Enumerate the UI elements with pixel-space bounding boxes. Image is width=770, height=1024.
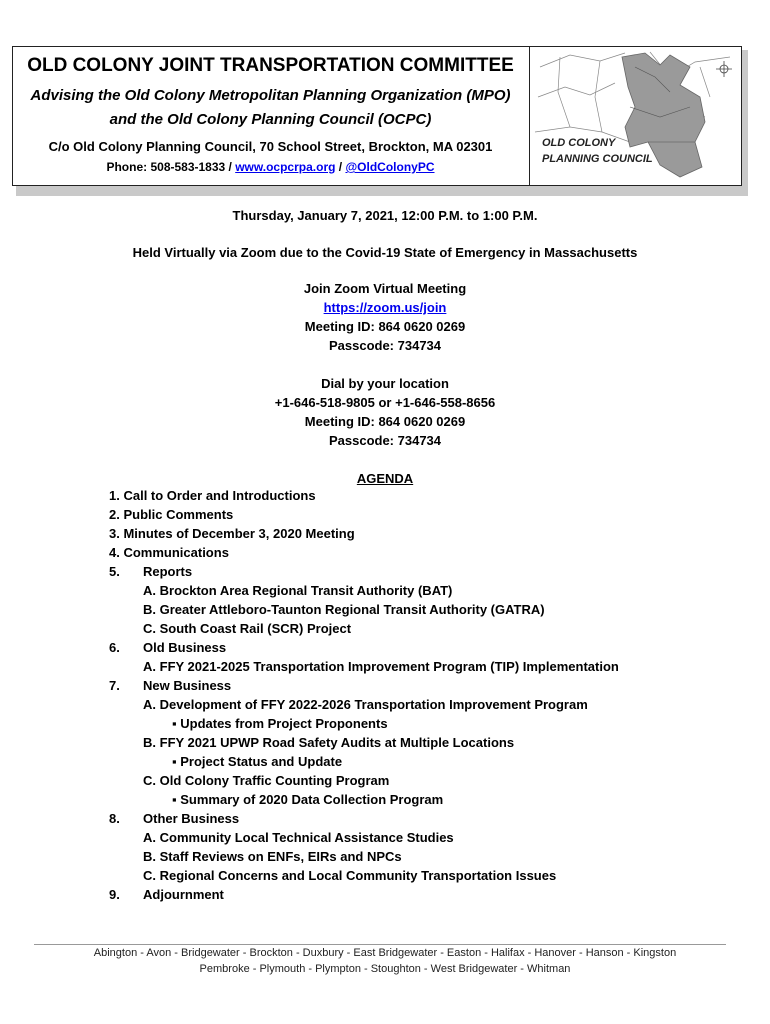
item-text: Community Local Technical Assistance Studies [159, 830, 454, 845]
item-number: 1. [109, 488, 120, 503]
item-letter: A. [143, 659, 156, 674]
meeting-venue: Held Virtually via Zoom due to the Covid-19 State of Emergency in Massachusetts [132, 245, 638, 260]
passcode-dial: Passcode: 734734 [328, 433, 442, 448]
item-number: 3. [109, 526, 120, 541]
agenda-item [109, 640, 226, 655]
item-text: Communications [123, 545, 229, 560]
item-text: Updates from Project Proponents [180, 716, 388, 731]
letterhead [12, 46, 742, 186]
subtitle-ocpc: and the Old Colony Planning Council (OCPC) [109, 111, 432, 128]
agenda-item [109, 545, 229, 560]
separator: / [335, 160, 346, 174]
agenda-item [109, 488, 316, 503]
agenda-subitem [143, 735, 514, 750]
item-text: Public Comments [123, 507, 234, 522]
item-text: Staff Reviews on ENFs, EIRs and NPCs [159, 849, 402, 864]
bullet-icon: ▪ [172, 792, 177, 807]
item-text: Adjournment [143, 887, 224, 902]
item-text: Old Colony Traffic Counting Program [159, 773, 390, 788]
footer-towns-line2: Pembroke - Plymouth - Plympton - Stoughton - West Bridgewater - Whitman [199, 963, 571, 975]
bullet-icon: ▪ [172, 716, 177, 731]
agenda-item [109, 507, 233, 522]
item-number: 2. [109, 507, 120, 522]
item-number: 5. [109, 564, 120, 579]
agenda-subitem [143, 659, 619, 674]
agenda-heading: AGENDA [356, 471, 414, 486]
meeting-id: Meeting ID: 864 0620 0269 [304, 319, 466, 334]
footer-towns-line1: Abington - Avon - Bridgewater - Brockton - Duxbury - East Bridgewater - Easton - Halifax - Hanover - Hanson - Kingston [93, 947, 677, 959]
item-text: Other Business [143, 811, 240, 826]
item-letter: B. [143, 602, 156, 617]
agenda-subitem [143, 830, 454, 845]
agenda-item [109, 564, 192, 579]
item-letter: C. [143, 868, 156, 883]
address: C/o Old Colony Planning Council, 70 School Street, Brockton, MA 02301 [48, 139, 493, 154]
item-text: Regional Concerns and Local Community Transportation Issues [159, 868, 557, 883]
item-text: FFY 2021-2025 Transportation Improvement Program (TIP) Implementation [159, 659, 619, 674]
item-number: 6. [109, 640, 120, 655]
ocpc-region-map-logo [529, 47, 742, 185]
item-text: Brockton Area Regional Transit Authority (BAT) [159, 583, 453, 598]
item-letter: C. [143, 621, 156, 636]
item-text: Reports [143, 564, 193, 579]
contact-line [13, 160, 528, 174]
zoom-heading: Join Zoom Virtual Meeting [303, 281, 467, 296]
phone: Phone: 508-583-1833 / [106, 160, 236, 174]
bullet-icon: ▪ [172, 754, 177, 769]
agenda-item [109, 811, 239, 826]
item-number: 7. [109, 678, 120, 693]
agenda-subitem [143, 868, 556, 883]
item-text: Summary of 2020 Data Collection Program [180, 792, 444, 807]
item-text: Minutes of December 3, 2020 Meeting [123, 526, 355, 541]
item-text: Development of FFY 2022-2026 Transportation Improvement Program [159, 697, 588, 712]
agenda-subitem [143, 602, 545, 617]
website-link[interactable]: www.ocpcrpa.org [235, 160, 336, 174]
twitter-link[interactable]: @OldColonyPC [345, 160, 435, 174]
committee-title: OLD COLONY JOINT TRANSPORTATION COMMITTEE [27, 55, 514, 76]
item-letter: A. [143, 697, 156, 712]
item-letter: C. [143, 773, 156, 788]
dial-numbers: +1-646-518-9805 or +1-646-558-8656 [274, 395, 496, 410]
agenda-bullet [172, 716, 388, 731]
footer-divider [34, 944, 726, 945]
item-number: 4. [109, 545, 120, 560]
zoom-link[interactable]: https://zoom.us/join [323, 300, 447, 315]
agenda-item [109, 678, 231, 693]
agenda-item [109, 526, 355, 541]
item-text: New Business [143, 678, 232, 693]
zoom-link-row [0, 300, 770, 315]
agenda-subitem [143, 697, 588, 712]
item-text: Call to Order and Introductions [123, 488, 316, 503]
item-number: 9. [109, 887, 120, 902]
letterhead-text [13, 47, 528, 185]
agenda-subitem [143, 583, 452, 598]
passcode: Passcode: 734734 [328, 338, 442, 353]
logo-text-line1: OLD COLONY [542, 137, 616, 149]
item-letter: A. [143, 583, 156, 598]
item-text: Old Business [143, 640, 227, 655]
agenda-subitem [143, 849, 402, 864]
logo-text-line2: PLANNING COUNCIL [542, 153, 653, 165]
agenda-bullet [172, 754, 342, 769]
item-text: Project Status and Update [180, 754, 343, 769]
item-letter: B. [143, 849, 156, 864]
item-letter: A. [143, 830, 156, 845]
item-text: FFY 2021 UPWP Road Safety Audits at Multiple Locations [159, 735, 515, 750]
agenda-subitem [143, 773, 389, 788]
item-letter: B. [143, 735, 156, 750]
meeting-datetime: Thursday, January 7, 2021, 12:00 P.M. to 1:00 P.M. [232, 208, 538, 223]
item-text: Greater Attleboro-Taunton Regional Transit Authority (GATRA) [159, 602, 545, 617]
item-text: South Coast Rail (SCR) Project [159, 621, 352, 636]
agenda-item [109, 887, 224, 902]
agenda-subitem [143, 621, 351, 636]
subtitle-mpo: Advising the Old Colony Metropolitan Planning Organization (MPO) [30, 87, 511, 104]
item-number: 8. [109, 811, 120, 826]
dial-heading: Dial by your location [321, 376, 449, 391]
meeting-id-dial: Meeting ID: 864 0620 0269 [304, 414, 466, 429]
agenda-bullet [172, 792, 443, 807]
